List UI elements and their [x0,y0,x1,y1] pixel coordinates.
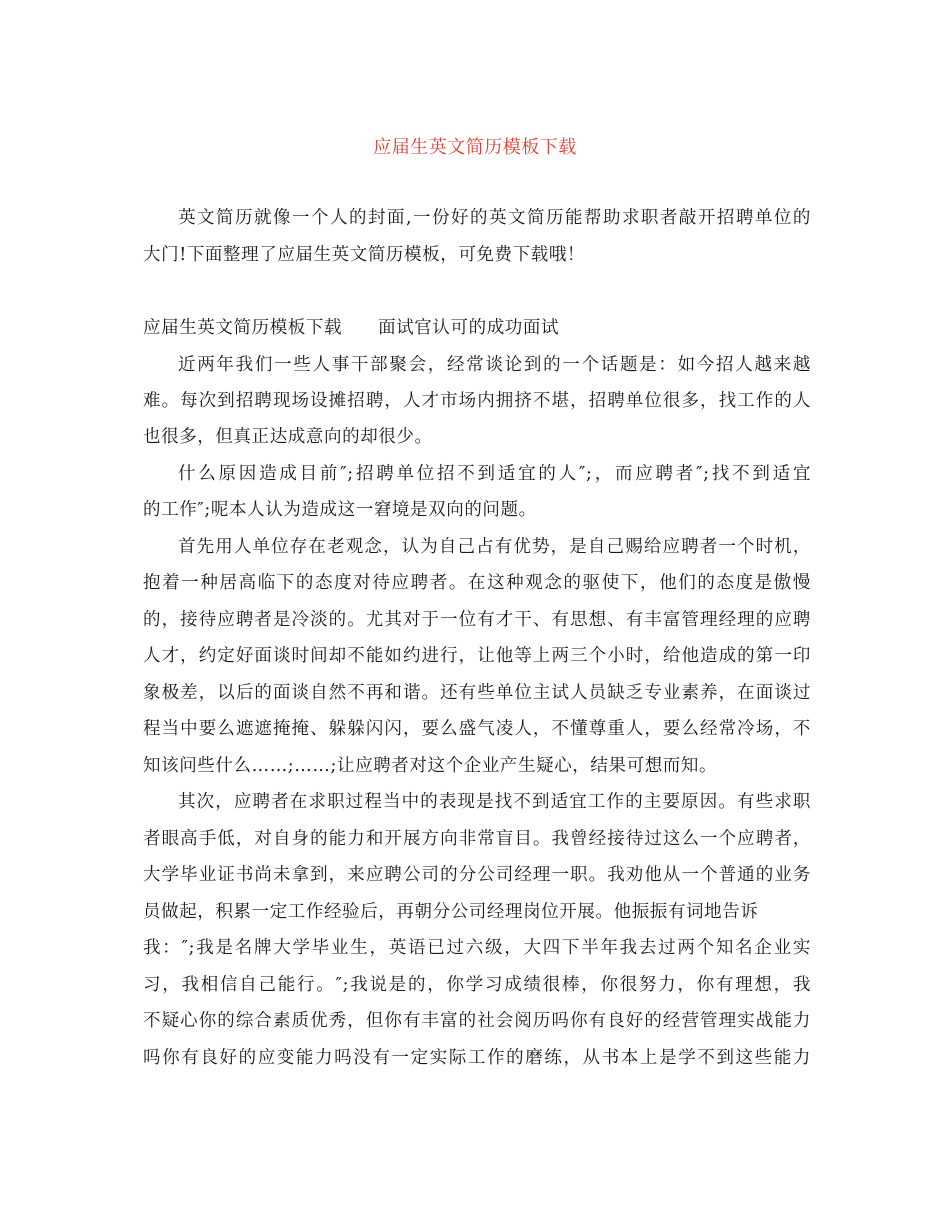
body-line: 员做起，积累一定工作经验后，再朝分公司经理岗位开展。他振振有词地告诉 [143,902,759,922]
intro-line: 英文简历就像一个人的封面,一份好的英文简历能帮助求职者敲开招聘单位的 [178,208,811,228]
body-line: 近两年我们一些人事干部聚会，经常谈论到的一个话题是：如今招人越来越 [178,355,811,375]
section-heading-right: 面试官认可的成功面试 [378,318,560,338]
body-line: 也很多，但真正达成意向的却很少。 [143,427,433,447]
body-line: 不疑心你的综合素质优秀，但你有丰富的社会阅历吗你有良好的经营管理实战能力 [143,1011,811,1031]
body-line: 象极差，以后的面谈自然不再和谐。还有些单位主试人员缺乏专业素养，在面谈过 [143,683,811,703]
section-heading-left: 应届生英文简历模板下载 [143,318,343,338]
body-line: 大学毕业证书尚未拿到，来应聘公司的分公司经理一职。我劝他从一个普通的业务 [143,865,811,885]
body-line: 习，我相信自己能行。″;我说是的，你学习成绩很棒，你很努力，你有理想，我 [143,975,811,995]
body-line: 的，接待应聘者是冷淡的。尤其对于一位有才干、有思想、有丰富管理经理的应聘 [143,610,811,630]
body-line: 人才，约定好面谈时间却不能如约进行，让他等上两三个小时，给他造成的第一印 [143,646,811,666]
intro-line: 大门!下面整理了应届生英文简历模板，可免费下载哦！ [143,245,586,265]
section-heading [143,313,559,343]
body-line: 首先用人单位存在老观念，认为自己占有优势，是自己赐给应聘者一个时机， [178,537,811,557]
body-line: 其次，应聘者在求职过程当中的表现是找不到适宜工作的主要原因。有些求职 [178,792,811,812]
body-line: 者眼高手低，对自身的能力和开展方向非常盲目。我曾经接待过这么一个应聘者， [143,829,811,849]
body-line: 抱着一种居高临下的态度对待应聘者。在这种观念的驱使下，他们的态度是傲慢 [143,573,811,593]
body-line: 难。每次到招聘现场设摊招聘，人才市场内拥挤不堪，招聘单位很多，找工作的人 [143,391,811,411]
body-line: 什么原因造成目前″;招聘单位招不到适宜的人″;，而应聘者″;找不到适宜 [178,464,811,484]
body-line: 的工作″;呢本人认为造成这一窘境是双向的问题。 [143,500,537,520]
body-line: 知该问些什么……;……;让应聘者对这个企业产生疑心，结果可想而知。 [143,756,718,776]
body-line: 我：″;我是名牌大学毕业生，英语已过六级，大四下半年我去过两个知名企业实 [143,938,811,958]
body-line: 吗你有良好的应变能力吗没有一定实际工作的磨练，从书本上是学不到这些能力 [143,1048,811,1068]
body-line: 程当中要么遮遮掩掩、躲躲闪闪，要么盛气凌人，不懂尊重人，要么经常冷场，不 [143,719,811,739]
document-title: 应届生英文简历模板下载 [373,137,577,158]
